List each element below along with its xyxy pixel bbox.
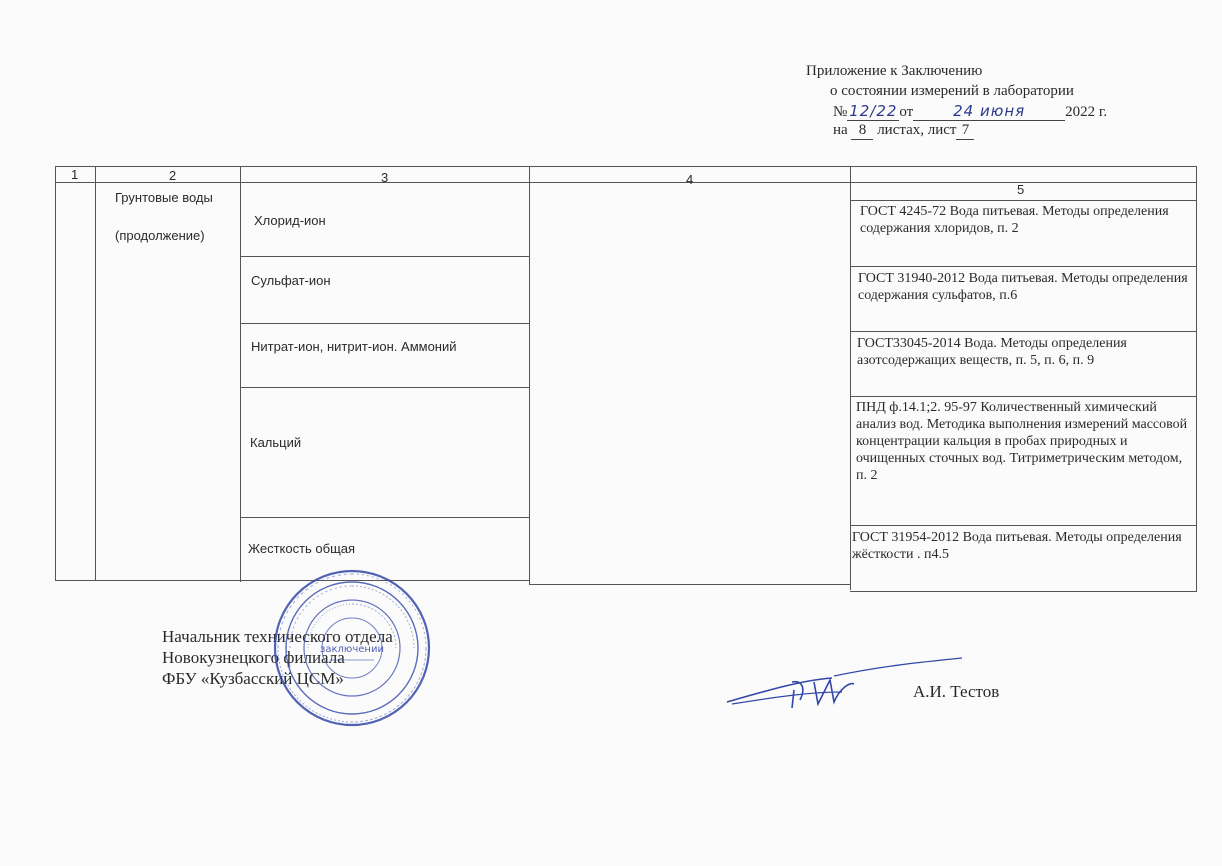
col-5-left-border: [850, 166, 851, 590]
indicator-1: Хлорид-ион: [254, 213, 326, 228]
header-sheets-line: [833, 121, 974, 140]
group-label: Грунтовые воды: [115, 190, 213, 205]
methods-table: [55, 166, 1197, 596]
row-sep-5-d: [850, 525, 1197, 526]
col-number-5: 5: [1017, 182, 1025, 197]
sheets-count: 8: [851, 121, 873, 140]
row-sep-3-d: [240, 517, 529, 518]
method-3: ГОСТ33045-2014 Вода. Методы определения азотсодержащих веществ, п. 5, п. 6, п. 9: [857, 336, 1127, 368]
header-line-1: Приложение к Заключению: [806, 63, 983, 79]
conclusion-date: 24 июня: [913, 102, 1065, 121]
seal-center-text: заключении: [320, 644, 384, 655]
number-prefix: №: [833, 104, 848, 120]
row-sep-3-c: [240, 387, 529, 388]
indicator-5: Жесткость общая: [248, 541, 356, 556]
col-number-2: 2: [169, 168, 177, 183]
header-line-2: о состоянии измерений в лаборатории: [830, 83, 1074, 99]
year-label: 2022 г.: [1065, 104, 1108, 120]
row-sep-5-a: [850, 266, 1197, 267]
method-1: ГОСТ 4245-72 Вода питьевая. Методы определения содержания хлоридов, п. 2: [860, 204, 1169, 236]
row-sep-5-b: [850, 331, 1197, 332]
row-sep-5-c: [850, 396, 1197, 397]
col-3-left-border: [240, 166, 241, 582]
group-suffix: (продолжение): [115, 228, 205, 243]
sheet-number: 7: [956, 121, 974, 140]
header-number-line: [833, 102, 1107, 121]
col-number-1: 1: [71, 167, 79, 182]
table-bottom-mid: [529, 584, 850, 585]
indicator-3: Нитрат-ион, нитрит-ион. Аммоний: [251, 339, 457, 354]
col-number-4: 4: [686, 172, 694, 187]
col-1-left-border: [55, 166, 56, 580]
indicator-4: Кальций: [250, 435, 302, 450]
from-label: от: [899, 104, 914, 120]
table-bottom-right: [850, 591, 1197, 592]
sheets-label: листах, лист: [877, 122, 957, 138]
row-sep-3-a: [240, 256, 529, 257]
method-2: ГОСТ 31940-2012 Вода питьевая. Методы определения содержания сульфатов, п.6: [858, 271, 1188, 303]
header-row-border: [55, 182, 1197, 183]
position-line-3: ФБУ «Кузбасский ЦСМ»: [162, 669, 344, 688]
indicator-2: Сульфат-ион: [251, 273, 331, 288]
official-seal-icon: [272, 568, 432, 728]
signer-name: А.И. Тестов: [913, 682, 1000, 701]
position-line-1: Начальник технического отдела: [162, 627, 393, 646]
row-sep-5-top: [850, 200, 1197, 201]
table-top-border: [55, 166, 1197, 167]
method-4: ПНД ф.14.1;2. 95-97 Количественный химический анализ вод. Методика выполнения измерений массовой концентрации кальция в пробах природных и очищенных сточных вод. Титриметрическим методом, п. 2: [856, 400, 1188, 483]
conclusion-number: 12/22: [849, 102, 898, 120]
col-4-left-border: [529, 166, 530, 584]
on-label: на: [833, 122, 848, 138]
position-line-2: Новокузнецкого филиала: [162, 648, 345, 667]
row-sep-3-b: [240, 323, 529, 324]
table-right-border: [1196, 166, 1197, 592]
col-number-3: 3: [381, 170, 389, 185]
method-5: ГОСТ 31954-2012 Вода питьевая. Методы определения жёсткости . п4.5: [852, 530, 1182, 562]
col-2-left-border: [95, 166, 96, 580]
